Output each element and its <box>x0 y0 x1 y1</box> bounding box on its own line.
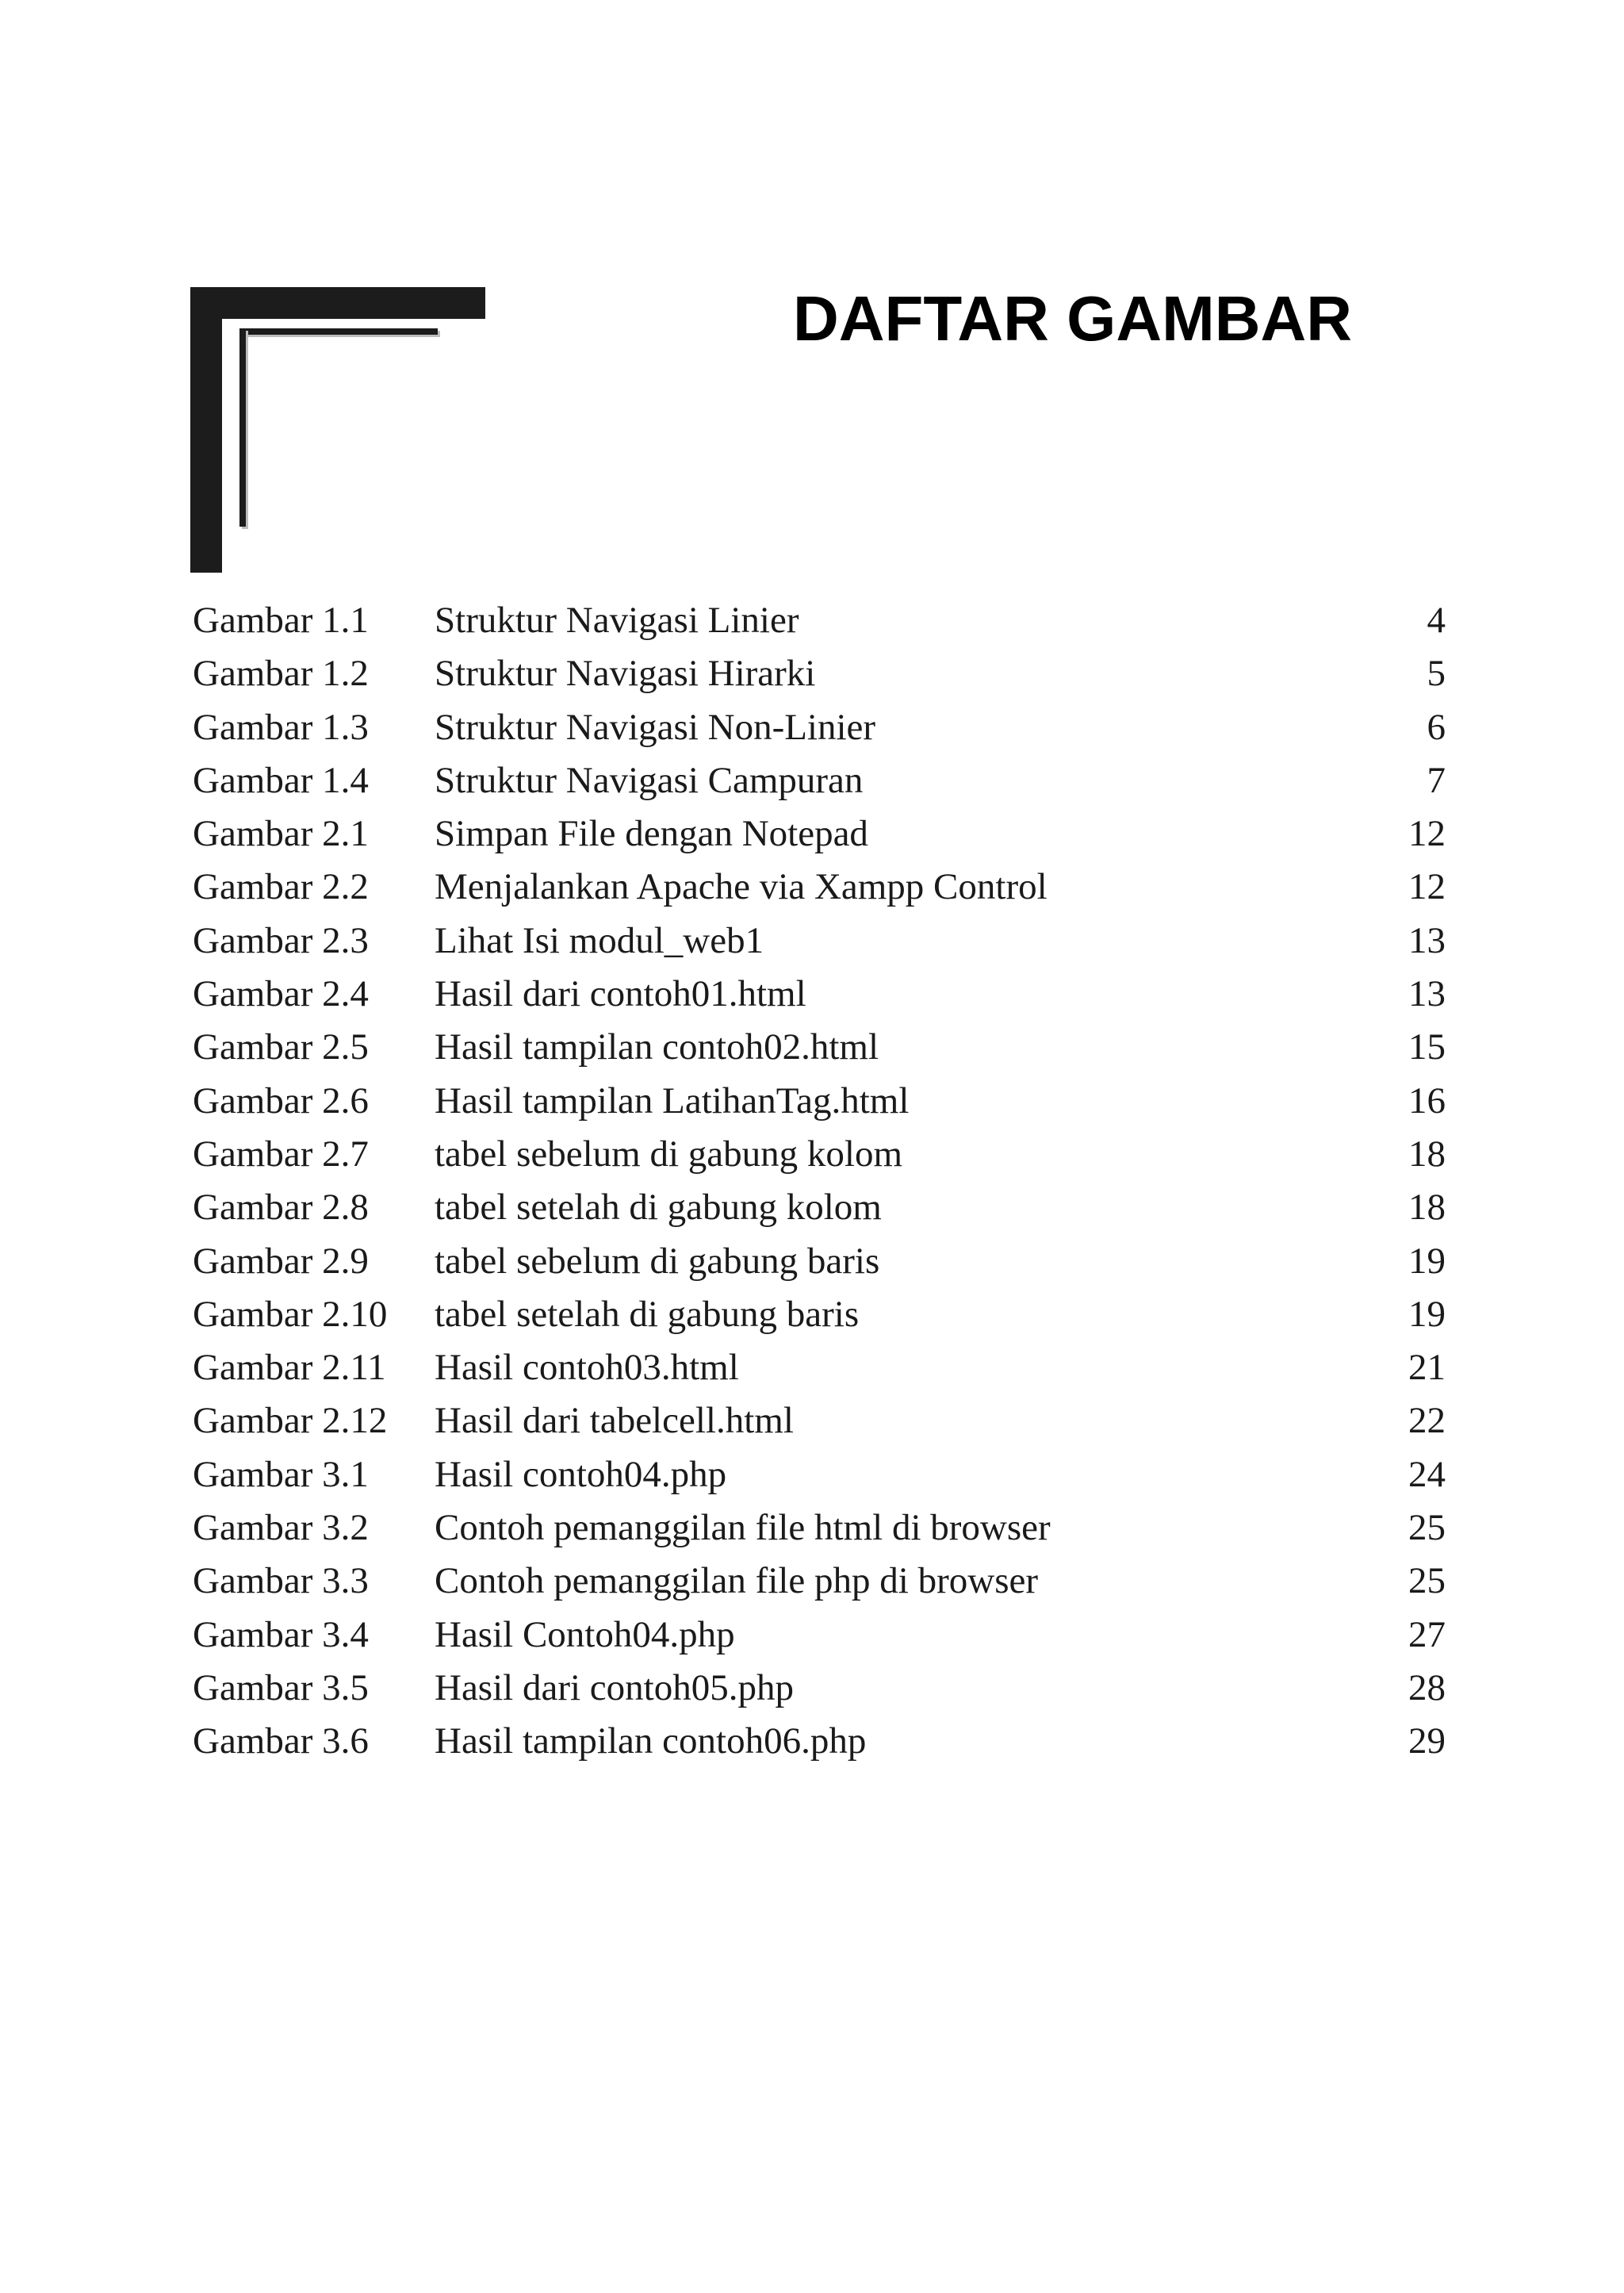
figure-number: Gambar 3.6 <box>193 1720 369 1762</box>
figure-title: tabel setelah di gabung kolom <box>435 1187 882 1229</box>
figure-entry <box>193 861 1446 914</box>
figure-title: Contoh pemanggilan file php di browser <box>435 1560 1038 1602</box>
figure-title: Struktur Navigasi Linier <box>435 600 799 641</box>
figure-title: Hasil contoh03.html <box>435 1347 739 1389</box>
figure-title: Menjalankan Apache via Xampp Control <box>435 866 1048 908</box>
figure-page-number: 13 <box>1408 973 1446 1015</box>
figure-number: Gambar 3.3 <box>193 1560 369 1602</box>
figure-entry <box>193 594 1446 647</box>
figure-entry <box>193 1555 1446 1608</box>
figure-number: Gambar 2.4 <box>193 973 369 1015</box>
figure-page-number: 12 <box>1408 813 1446 855</box>
figure-title: Hasil contoh04.php <box>435 1453 727 1495</box>
figure-title: Hasil tampilan contoh06.php <box>435 1720 867 1762</box>
figure-title: Hasil tampilan contoh02.html <box>435 1026 879 1068</box>
figure-number: Gambar 3.5 <box>193 1666 369 1708</box>
figure-entry <box>193 1128 1446 1181</box>
figure-entry <box>193 701 1446 754</box>
figure-number: Gambar 2.9 <box>193 1240 369 1282</box>
figure-page-number: 25 <box>1408 1507 1446 1549</box>
figure-title: Hasil dari contoh05.php <box>435 1666 794 1708</box>
figure-page-number: 25 <box>1408 1560 1446 1602</box>
figure-entry <box>193 1341 1446 1394</box>
figure-entry <box>193 807 1446 861</box>
figure-list <box>193 594 1446 1769</box>
figure-page-number: 27 <box>1408 1613 1446 1655</box>
figure-entry <box>193 1448 1446 1501</box>
figure-title: tabel sebelum di gabung kolom <box>435 1133 903 1175</box>
figure-title: tabel sebelum di gabung baris <box>435 1240 880 1282</box>
figure-page-number: 5 <box>1427 653 1446 695</box>
figure-title: Hasil dari tabelcell.html <box>435 1400 794 1442</box>
figure-title: tabel setelah di gabung baris <box>435 1293 860 1335</box>
ornament-top-bar <box>190 287 485 319</box>
figure-number: Gambar 2.1 <box>193 813 369 855</box>
figure-page-number: 12 <box>1408 866 1446 908</box>
figure-entry <box>193 968 1446 1021</box>
figure-page-number: 24 <box>1408 1453 1446 1495</box>
figure-page-number: 18 <box>1408 1133 1446 1175</box>
figure-page-number: 22 <box>1408 1400 1446 1442</box>
figure-number: Gambar 1.4 <box>193 759 369 801</box>
figure-title: Contoh pemanggilan file html di browser <box>435 1507 1051 1549</box>
figure-entry <box>193 647 1446 700</box>
figure-number: Gambar 3.2 <box>193 1507 369 1549</box>
figure-entry <box>193 1181 1446 1234</box>
figure-number: Gambar 3.1 <box>193 1453 369 1495</box>
figure-page-number: 6 <box>1427 706 1446 748</box>
figure-page-number: 19 <box>1408 1240 1446 1282</box>
figure-number: Gambar 2.11 <box>193 1347 386 1389</box>
figure-entry <box>193 1021 1446 1074</box>
figure-number: Gambar 2.7 <box>193 1133 369 1175</box>
figure-entry <box>193 1235 1446 1288</box>
figure-title: Hasil dari contoh01.html <box>435 973 806 1015</box>
figure-title: Hasil tampilan LatihanTag.html <box>435 1079 910 1122</box>
figure-number: Gambar 2.2 <box>193 866 369 908</box>
figure-number: Gambar 2.5 <box>193 1026 369 1068</box>
figure-page-number: 13 <box>1408 919 1446 961</box>
figure-entry <box>193 1288 1446 1341</box>
figure-title: Struktur Navigasi Campuran <box>435 759 864 801</box>
figure-number: Gambar 2.12 <box>193 1400 388 1442</box>
ornament-inner-top-line <box>239 328 438 335</box>
figure-entry <box>193 1394 1446 1448</box>
figure-page-number: 18 <box>1408 1187 1446 1229</box>
figure-title: Lihat Isi modul_web1 <box>435 919 764 961</box>
figure-entry <box>193 1501 1446 1555</box>
figure-number: Gambar 2.3 <box>193 919 369 961</box>
figure-number: Gambar 1.3 <box>193 706 369 748</box>
figure-page-number: 29 <box>1408 1720 1446 1762</box>
figure-page-number: 28 <box>1408 1666 1446 1708</box>
figure-title: Hasil Contoh04.php <box>435 1613 735 1655</box>
figure-page-number: 19 <box>1408 1293 1446 1335</box>
figure-title: Simpan File dengan Notepad <box>435 813 868 855</box>
figure-title: Struktur Navigasi Non-Linier <box>435 706 876 748</box>
figure-page-number: 4 <box>1427 600 1446 641</box>
figure-number: Gambar 3.4 <box>193 1613 369 1655</box>
ornament-inner-left-line <box>239 328 246 527</box>
figure-page-number: 21 <box>1408 1347 1446 1389</box>
figure-number: Gambar 1.2 <box>193 653 369 695</box>
figure-number: Gambar 2.10 <box>193 1293 388 1335</box>
figure-number: Gambar 2.8 <box>193 1187 369 1229</box>
page-title: DAFTAR GAMBAR <box>793 283 1353 354</box>
figure-number: Gambar 2.6 <box>193 1079 369 1122</box>
figure-entry <box>193 1662 1446 1715</box>
figure-entry <box>193 754 1446 807</box>
figure-entry <box>193 915 1446 968</box>
figure-number: Gambar 1.1 <box>193 600 369 641</box>
figure-page-number: 15 <box>1408 1026 1446 1068</box>
figure-entry <box>193 1075 1446 1128</box>
corner-ornament <box>190 287 485 573</box>
figure-title: Struktur Navigasi Hirarki <box>435 653 816 695</box>
figure-page-number: 16 <box>1408 1079 1446 1122</box>
ornament-left-bar <box>190 287 222 573</box>
figure-entry <box>193 1609 1446 1662</box>
figure-page-number: 7 <box>1427 759 1446 801</box>
figure-entry <box>193 1715 1446 1768</box>
